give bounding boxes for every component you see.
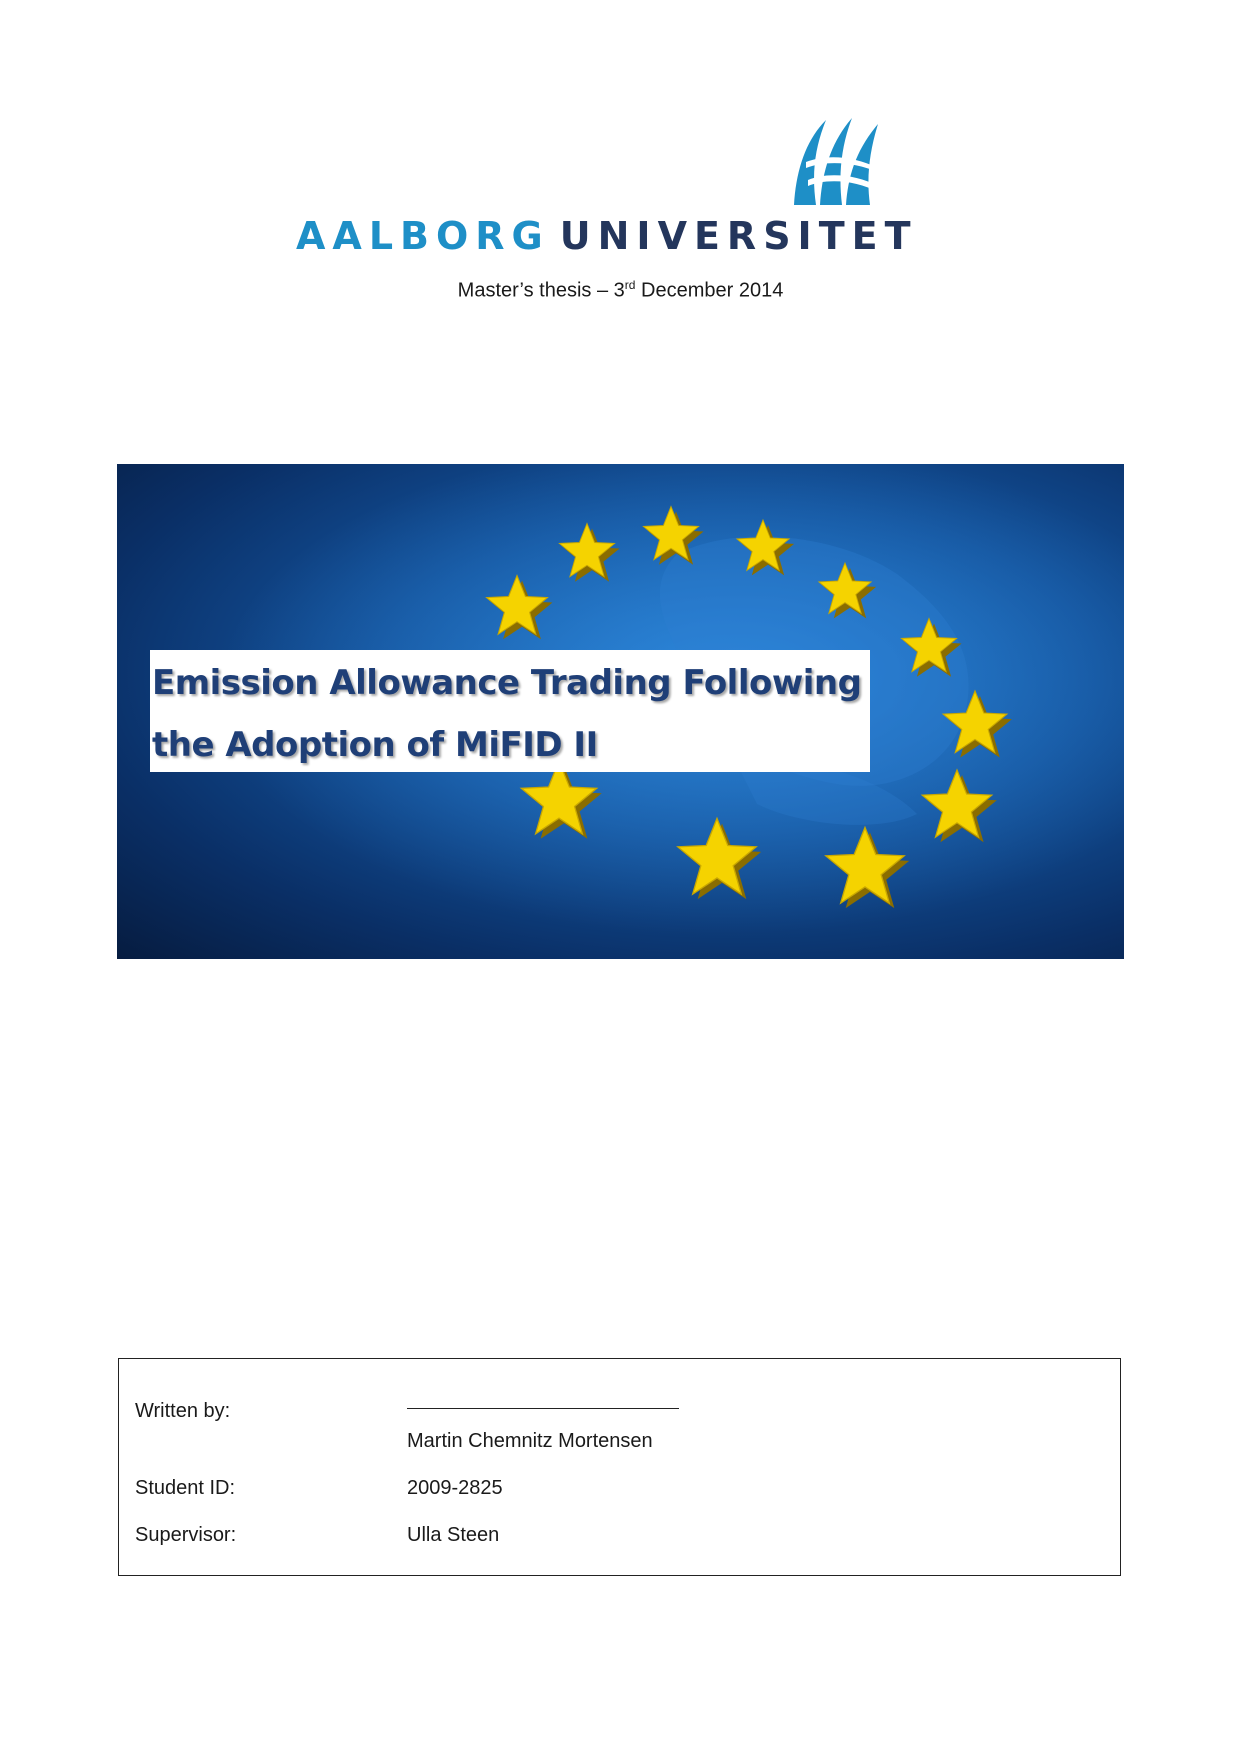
student-id-label: Student ID: — [135, 1477, 236, 1499]
author-name: Martin Chemnitz Mortensen — [407, 1430, 653, 1452]
thesis-title-line-1: Emission Allowance Trading Following — [152, 663, 862, 703]
signature-line — [407, 1408, 679, 1409]
thesis-date-prefix: Master’s thesis – 3 — [457, 279, 625, 302]
author-info-box — [118, 1358, 1121, 1576]
written-by-label: Written by: — [135, 1400, 231, 1422]
supervisor-label: Supervisor: — [135, 1524, 237, 1546]
student-id-value: 2009-2825 — [407, 1477, 503, 1499]
thesis-title — [152, 652, 872, 776]
thesis-date-line — [0, 278, 1241, 303]
thesis-title-line-2: the Adoption of MiFID II — [152, 725, 598, 765]
thesis-date-suffix: December 2014 — [635, 279, 784, 302]
university-logo-text — [296, 212, 956, 260]
aau-logo-icon — [786, 110, 886, 210]
thesis-date-superscript: rd — [624, 278, 636, 292]
supervisor-value: Ulla Steen — [407, 1524, 500, 1546]
logo-word-universitet: UNIVERSITET — [559, 214, 918, 258]
logo-word-aalborg: AALBORG — [296, 214, 550, 258]
